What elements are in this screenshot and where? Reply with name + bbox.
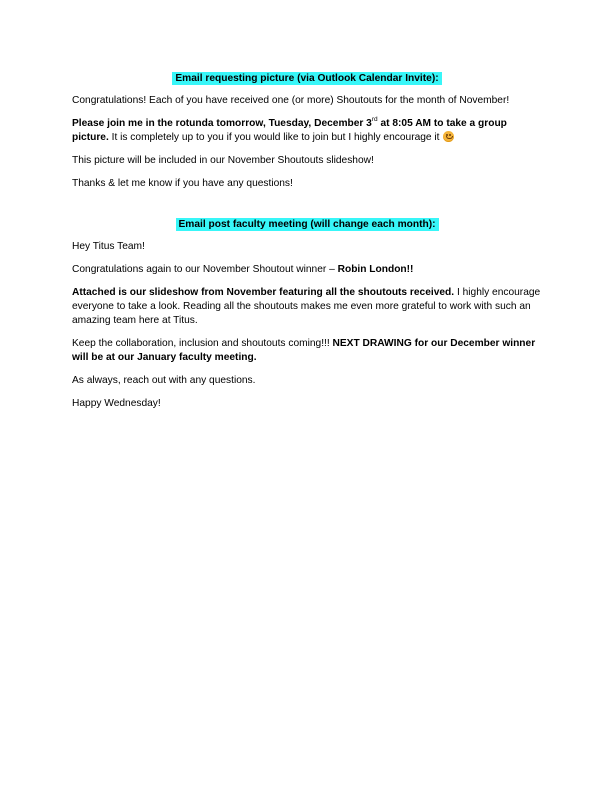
section1-paragraph-1: Congratulations! Each of you have received one (or more) Shoutouts for the month of November! [72, 95, 510, 106]
date-ordinal-suffix: rd [371, 115, 378, 123]
section2-paragraph-1: Hey Titus Team! [72, 241, 145, 252]
section2-heading: Email post faculty meeting (will change each month): [176, 218, 439, 231]
next-drawing-bold-text: NEXT DRAWING for our December winner will be at our January faculty meeting. [72, 338, 536, 363]
section2-paragraph-3 [72, 286, 542, 328]
section-spacer [72, 200, 542, 218]
winner-intro-text: Congratulations again to our November Shoutout winner – [72, 264, 338, 275]
smiling-face-icon [443, 131, 454, 142]
slideshow-rest-text: I highly encourage everyone to take a look. Reading all the shoutouts makes me even more grateful to work with such an amazing team here at Titus. [72, 287, 541, 326]
winner-name: Robin London!! [337, 264, 414, 275]
section2-paragraph-6: Happy Wednesday! [72, 398, 161, 409]
section1-paragraph-4: Thanks & let me know if you have any questions! [72, 178, 293, 189]
section1-paragraph-3: This picture will be included in our November Shoutouts slideshow! [72, 155, 374, 166]
section2-heading-wrap [72, 218, 542, 232]
section1-heading: Email requesting picture (via Outlook Calendar Invite): [172, 72, 441, 85]
section1-paragraph-2 [72, 117, 542, 145]
section2-paragraph-2 [72, 263, 542, 277]
encourage-text: It is completely up to you if you would like to join but I highly encourage it [108, 132, 440, 143]
section2-paragraph-5: As always, reach out with any questions. [72, 375, 256, 386]
section2-paragraph-4 [72, 337, 542, 365]
document-body [72, 72, 542, 420]
rotunda-invite-bold-text: Please join me in the rotunda tomorrow, Tuesday, December 3 [72, 118, 372, 129]
slideshow-bold-text: Attached is our slideshow from November featuring all the shoutouts received. [72, 287, 455, 298]
rotunda-invite-bold-text-cont: at 8:05 AM to take a group picture. [72, 118, 507, 143]
section1-heading-wrap [72, 72, 542, 86]
collaboration-text: Keep the collaboration, inclusion and shoutouts coming!!! [72, 338, 333, 349]
